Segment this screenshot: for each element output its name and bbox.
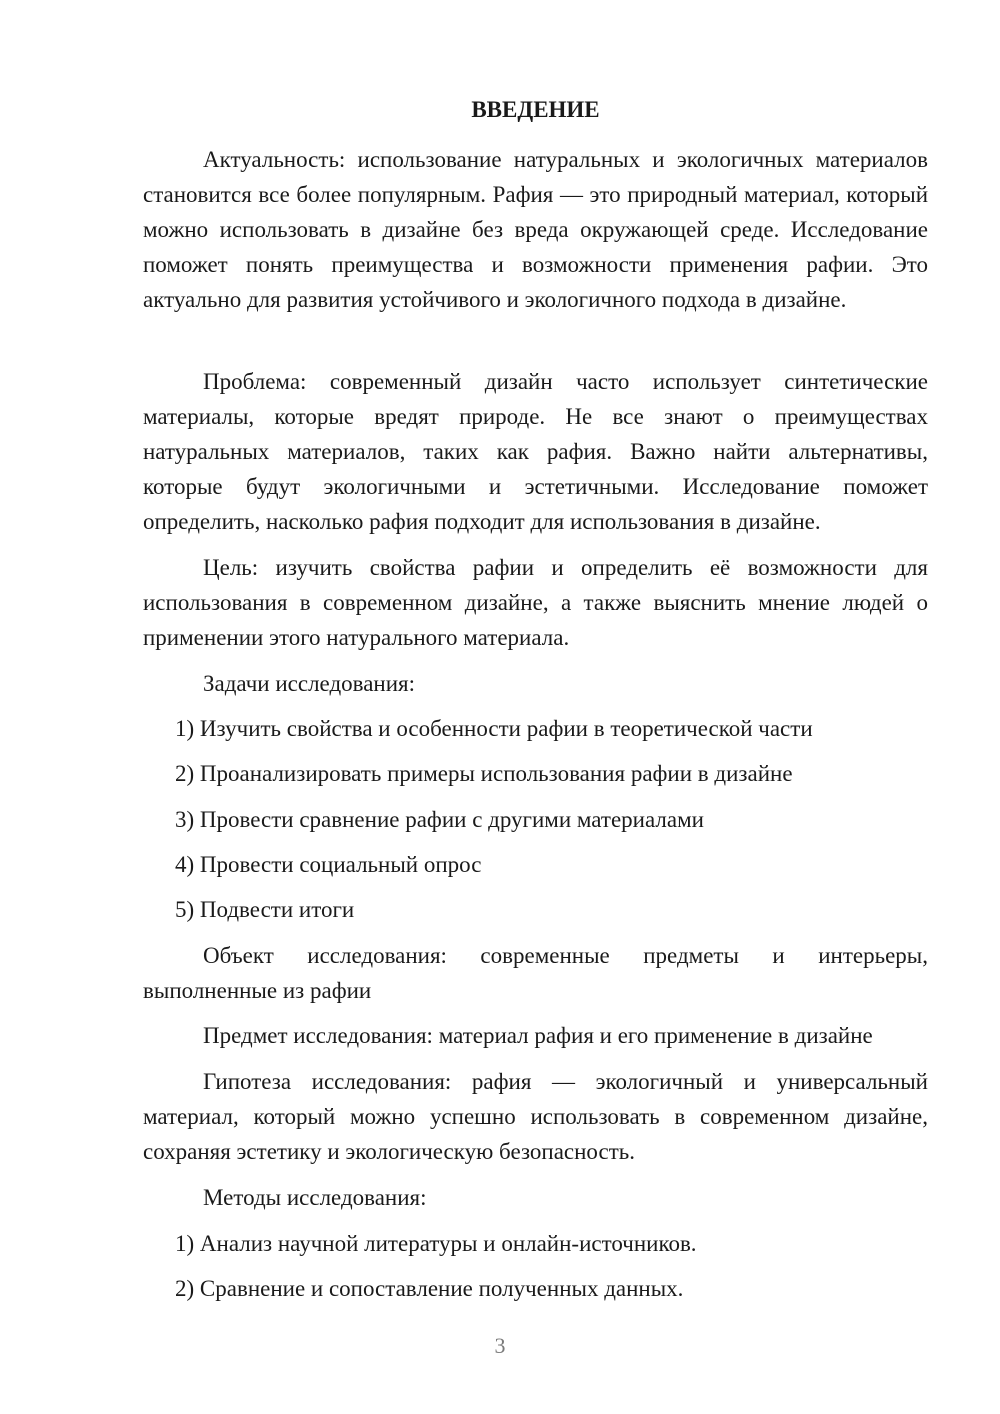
tasks-heading: Задачи исследования: [203, 671, 416, 696]
relevance-paragraph: Актуальность: использование натуральных и экологичных материалов становится все более популярным. Рафия — это природный материал, который можно использовать в дизайне без вреда окружающей среде. Исследование поможет понять преимущества и возможности применения рафии. Это актуально для развития устойчивого и экологичного подхода в дизайне. [143, 147, 928, 312]
method-item: 2) Сравнение и сопоставление полученных данных. [175, 1276, 684, 1301]
problem-paragraph: Проблема: современный дизайн часто использует синтетические материалы, которые вредят природе. Не все знают о преимуществах натуральных материалов, таких как рафия. Важно найти альтернативы, которые будут экологичными и эстетичными. Исследование поможет определить, насколько рафия подходит для использования в дизайне. [143, 369, 928, 534]
goal-paragraph: Цель: изучить свойства рафии и определить её возможности для использования в современном дизайне, а также выяснить мнение людей о применении этого натурального материала. [143, 555, 928, 650]
method-item: 1) Анализ научной литературы и онлайн-источников. [175, 1231, 697, 1256]
page-title: ВВЕДЕНИЕ [471, 97, 600, 122]
methods-heading: Методы исследования: [203, 1185, 427, 1210]
page-number: 3 [494, 1333, 506, 1358]
task-item: 4) Провести социальный опрос [175, 852, 482, 877]
task-item: 1) Изучить свойства и особенности рафии в теоретической части [175, 716, 813, 741]
task-item: 2) Проанализировать примеры использования рафии в дизайне [175, 761, 793, 786]
task-item: 5) Подвести итоги [175, 897, 355, 922]
hypothesis-paragraph: Гипотеза исследования: рафия — экологичный и универсальный материал, который можно успешно использовать в современном дизайне, сохраняя эстетику и экологическую безопасность. [143, 1069, 928, 1164]
object-paragraph: Объект исследования: современные предметы и интерьеры, выполненные из рафии [143, 943, 928, 1003]
task-item: 3) Провести сравнение рафии с другими материалами [175, 807, 704, 832]
subject-paragraph: Предмет исследования: материал рафия и его применение в дизайне [203, 1023, 873, 1048]
